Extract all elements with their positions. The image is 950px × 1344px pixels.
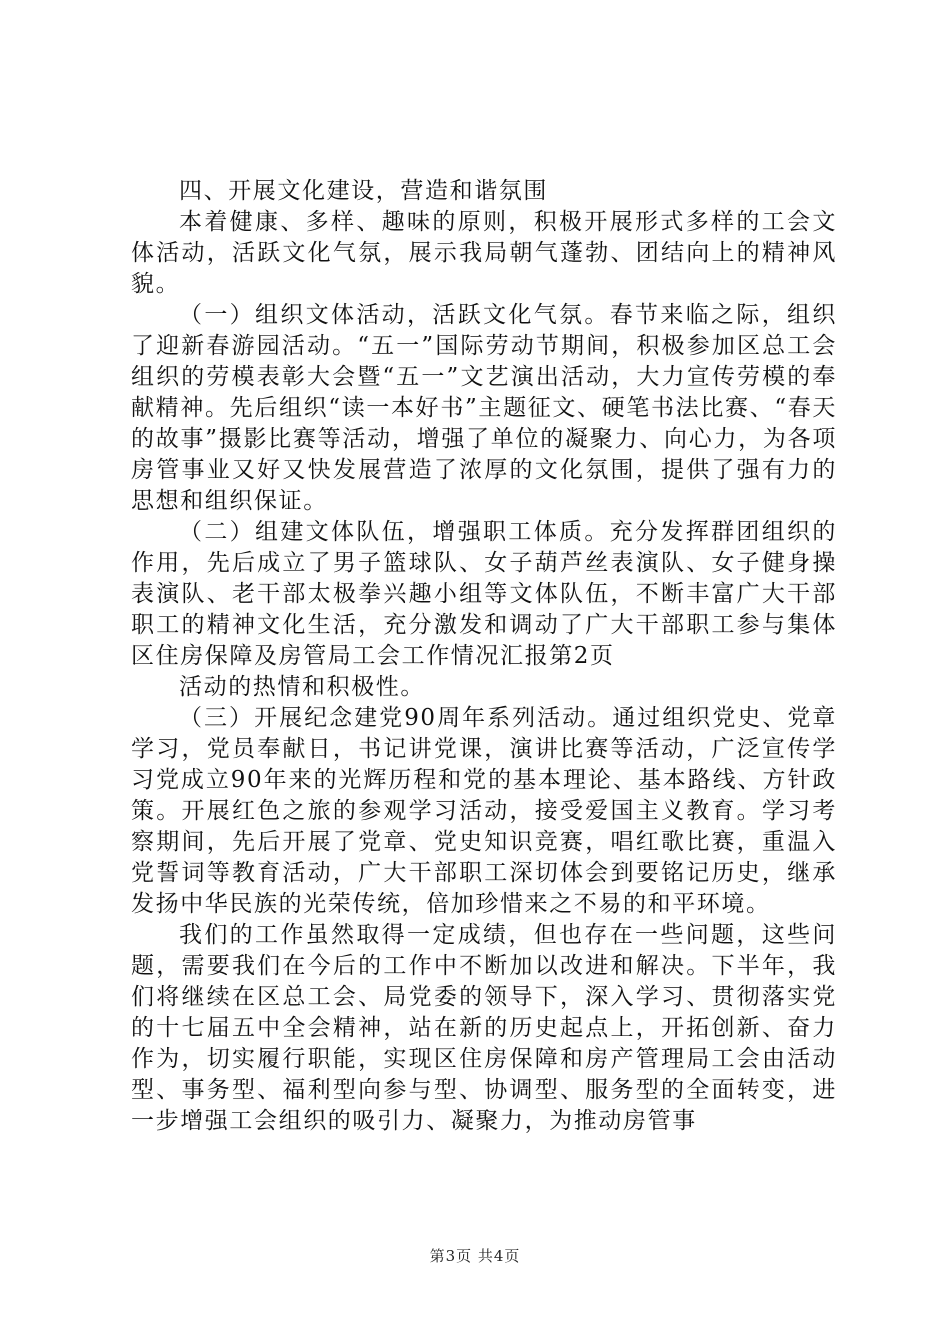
page-number-footer: 第3页 共4页 [429, 1247, 521, 1265]
paragraph-item-2: （二）组建文体队伍，增强职工体质。充分发挥群团组织的作用，先后成立了男子篮球队、女子葫芦丝表演队、女子健身操表演队、老干部太极拳兴趣小组等文体队伍，不断丰富广大干部职工的精神文化生活，充分激发和调动了广大干部职工参与集体区住房保障及房管局工会工作情况汇报第2页 [131, 519, 837, 669]
paragraph-continuation: 活动的热情和积极性。 [179, 674, 425, 700]
document-body [131, 176, 837, 1137]
paragraph-item-3: （三）开展纪念建党90周年系列活动。通过组织党史、党章学习，党员奉献日，书记讲党课，演讲比赛等活动，广泛宣传学习党成立90年来的光辉历程和党的基本理论、基本路线、方针政策。开展红色之旅的参观学习活动，接受爱国主义教育。学习考察期间，先后开展了党章、党史知识竞赛，唱红歌比赛，重温入党誓词等教育活动，广大干部职工深切体会到要铭记历史，继承发扬中华民族的光荣传统，倍加珍惜来之不易的和平环境。 [131, 705, 837, 917]
paragraph-item-1: （一）组织文体活动，活跃文化气氛。春节来临之际，组织了迎新春游园活动。“五一”国际劳动节期间，积极参加区总工会组织的劳模表彰大会暨“五一”文艺演出活动，大力宣传劳模的奉献精神。先后组织“读一本好书”主题征文、硬笔书法比赛、“春天的故事”摄影比赛等活动，增强了单位的凝聚力、向心力，为各项房管事业又好又快发展营造了浓厚的文化氛围，提供了强有力的思想和组织保证。 [131, 302, 837, 514]
section-heading: 四、开展文化建设，营造和谐氛围 [179, 178, 548, 204]
paragraph-intro: 本着健康、多样、趣味的原则，积极开展形式多样的工会文体活动，活跃文化气氛，展示我局朝气蓬勃、团结向上的精神风貌。 [131, 209, 837, 297]
paragraph-summary: 我们的工作虽然取得一定成绩，但也存在一些问题，这些问题，需要我们在今后的工作中不断加以改进和解决。下半年，我们将继续在区总工会、局党委的领导下，深入学习、贯彻落实党的十七届五中全会精神，站在新的历史起点上，开拓创新、奋力作为，切实履行职能，实现区住房保障和房产管理局工会由活动型、事务型、福利型向参与型、协调型、服务型的全面转变，进一步增强工会组织的吸引力、凝聚力，为推动房管事 [131, 922, 837, 1134]
